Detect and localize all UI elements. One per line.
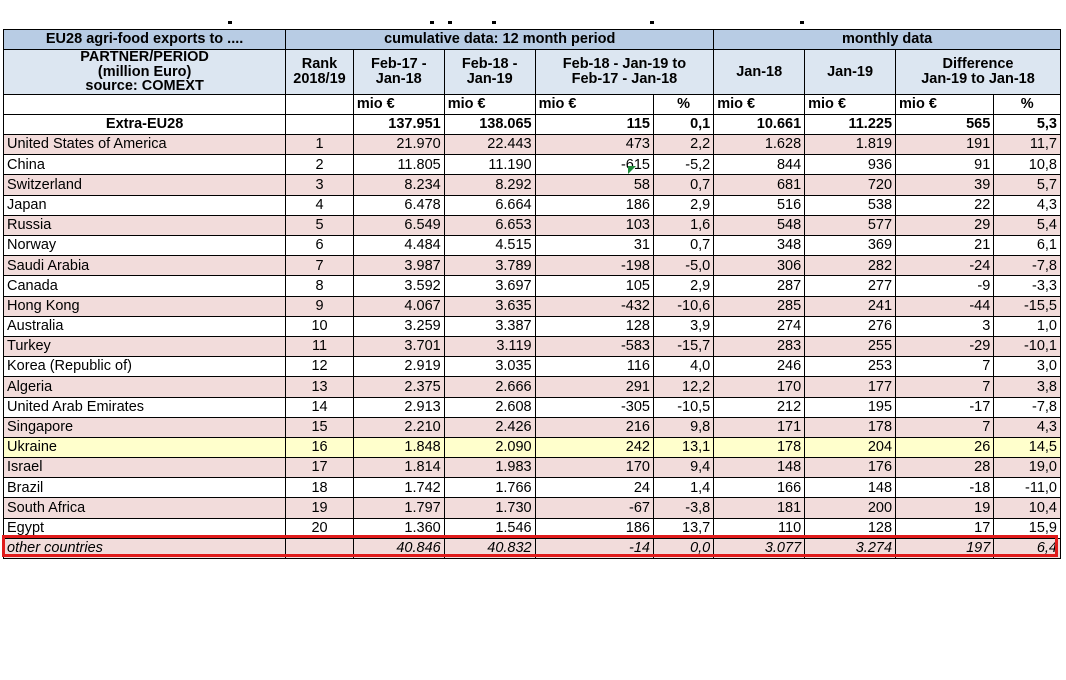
value-cell: 473 [535, 135, 653, 155]
value-cell: 105 [535, 276, 653, 296]
value-cell: 369 [805, 236, 896, 256]
value-cell: 8.292 [444, 175, 535, 195]
value-cell: 2.666 [444, 377, 535, 397]
value-cell: -583 [535, 336, 653, 356]
value-cell: 4,3 [994, 195, 1061, 215]
value-cell: -3,3 [994, 276, 1061, 296]
value-cell: 246 [714, 357, 805, 377]
value-cell: 170 [535, 458, 653, 478]
value-cell: 5,7 [994, 175, 1061, 195]
value-cell: 191 [896, 135, 994, 155]
value-cell: 9,4 [653, 458, 713, 478]
country-name: other countries [4, 538, 286, 558]
cropped-title-fragment [650, 21, 654, 24]
value-cell: -615 [535, 155, 653, 175]
value-cell: 31 [535, 236, 653, 256]
value-cell: 7 [896, 377, 994, 397]
value-cell: -67 [535, 498, 653, 518]
value-cell: 40.846 [353, 538, 444, 558]
value-cell: 1,6 [653, 215, 713, 235]
value-cell: 255 [805, 336, 896, 356]
rank-header: Rank 2018/19 [286, 50, 354, 95]
table-row [4, 437, 1061, 457]
value-cell: 282 [805, 256, 896, 276]
value-cell: -198 [535, 256, 653, 276]
value-cell: 14,5 [994, 437, 1061, 457]
value-cell: 577 [805, 215, 896, 235]
table-row [4, 458, 1061, 478]
value-cell: 11.190 [444, 155, 535, 175]
cropped-title-fragment [430, 21, 434, 24]
table-row [4, 538, 1061, 558]
table-row [4, 256, 1061, 276]
rank-cell: 18 [286, 478, 354, 498]
value-cell: 2.090 [444, 437, 535, 457]
value-cell: 1.848 [353, 437, 444, 457]
value-cell: 0,0 [653, 538, 713, 558]
value-cell: 548 [714, 215, 805, 235]
country-name: Egypt [4, 518, 286, 538]
value-cell: -17 [896, 397, 994, 417]
value-cell: 3.701 [353, 336, 444, 356]
value-cell: -44 [896, 296, 994, 316]
rank-cell [286, 538, 354, 558]
value-cell: 0,7 [653, 236, 713, 256]
value-cell: 11.805 [353, 155, 444, 175]
country-name: Israel [4, 458, 286, 478]
value-cell: 177 [805, 377, 896, 397]
value-cell: -10,5 [653, 397, 713, 417]
value-cell: 287 [714, 276, 805, 296]
value-cell: 7 [896, 357, 994, 377]
value-cell: 516 [714, 195, 805, 215]
country-name: Norway [4, 236, 286, 256]
value-cell: 3.789 [444, 256, 535, 276]
value-cell: 242 [535, 437, 653, 457]
rank-cell: 9 [286, 296, 354, 316]
value-cell: -5,2 [653, 155, 713, 175]
value-cell: 212 [714, 397, 805, 417]
value-cell: 6.549 [353, 215, 444, 235]
value-cell: 13,1 [653, 437, 713, 457]
partner-header: PARTNER/PERIOD (million Euro) source: COMEXT [4, 50, 286, 95]
value-cell: 3.077 [714, 538, 805, 558]
cropped-title-fragment [228, 21, 232, 24]
value-cell: 3.592 [353, 276, 444, 296]
value-cell: 13,7 [653, 518, 713, 538]
country-name: Singapore [4, 417, 286, 437]
value-cell: -29 [896, 336, 994, 356]
value-cell: 1.983 [444, 458, 535, 478]
monthly-header: monthly data [714, 30, 1061, 50]
rank-cell: 19 [286, 498, 354, 518]
rank-cell: 3 [286, 175, 354, 195]
value-cell: 22 [896, 195, 994, 215]
value-cell: 24 [535, 478, 653, 498]
header-row-groups [4, 30, 1061, 50]
value-cell: 277 [805, 276, 896, 296]
country-name: Australia [4, 316, 286, 336]
value-cell: 291 [535, 377, 653, 397]
value-cell: 19 [896, 498, 994, 518]
value-cell: 186 [535, 518, 653, 538]
value-cell: 241 [805, 296, 896, 316]
value-cell: 178 [714, 437, 805, 457]
value-cell: 844 [714, 155, 805, 175]
month1-header: Jan-18 [714, 50, 805, 95]
cropped-title-strip [0, 0, 1066, 29]
value-cell: 6.478 [353, 195, 444, 215]
value-cell: -5,0 [653, 256, 713, 276]
country-name: Switzerland [4, 175, 286, 195]
value-cell: 3,9 [653, 316, 713, 336]
country-name: Japan [4, 195, 286, 215]
value-cell: 29 [896, 215, 994, 235]
rank-cell: 1 [286, 135, 354, 155]
value-cell: 9,8 [653, 417, 713, 437]
table-row [4, 377, 1061, 397]
table-row [4, 195, 1061, 215]
value-cell: 348 [714, 236, 805, 256]
value-cell: 4.484 [353, 236, 444, 256]
cropped-title-fragment [800, 21, 804, 24]
rank-cell: 10 [286, 316, 354, 336]
table-row [4, 135, 1061, 155]
period-change-header: Feb-18 - Jan-19 to Feb-17 - Jan-18 [535, 50, 714, 95]
value-cell: 936 [805, 155, 896, 175]
total-value: 5,3 [994, 114, 1061, 134]
value-cell: 4.067 [353, 296, 444, 316]
value-cell: 166 [714, 478, 805, 498]
value-cell: 200 [805, 498, 896, 518]
total-value: 138.065 [444, 114, 535, 134]
value-cell: 283 [714, 336, 805, 356]
export-table [3, 29, 1061, 559]
value-cell: 274 [714, 316, 805, 336]
value-cell: -10,1 [994, 336, 1061, 356]
value-cell: -11,0 [994, 478, 1061, 498]
value-cell: 28 [896, 458, 994, 478]
table-row [4, 316, 1061, 336]
rank-cell: 5 [286, 215, 354, 235]
value-cell: 17 [896, 518, 994, 538]
value-cell: 181 [714, 498, 805, 518]
value-cell: 3.635 [444, 296, 535, 316]
total-value: 11.225 [805, 114, 896, 134]
rank-cell: 4 [286, 195, 354, 215]
value-cell: 1.730 [444, 498, 535, 518]
rank-cell: 6 [286, 236, 354, 256]
header-row-columns [4, 50, 1061, 95]
total-row [4, 114, 1061, 134]
value-cell: 2,2 [653, 135, 713, 155]
table-row [4, 417, 1061, 437]
value-cell: 195 [805, 397, 896, 417]
value-cell: 720 [805, 175, 896, 195]
value-cell: 216 [535, 417, 653, 437]
value-cell: 2,9 [653, 195, 713, 215]
value-cell: 171 [714, 417, 805, 437]
value-cell: 1.766 [444, 478, 535, 498]
value-cell: 276 [805, 316, 896, 336]
cropped-title-fragment [448, 21, 452, 24]
value-cell: 5,4 [994, 215, 1061, 235]
table-row [4, 498, 1061, 518]
value-cell: 148 [805, 478, 896, 498]
value-cell: 8.234 [353, 175, 444, 195]
cumulative-header: cumulative data: 12 month period [286, 30, 714, 50]
value-cell: 103 [535, 215, 653, 235]
value-cell: 2.375 [353, 377, 444, 397]
value-cell: 1.742 [353, 478, 444, 498]
value-cell: 285 [714, 296, 805, 316]
value-cell: 4,3 [994, 417, 1061, 437]
country-name: Turkey [4, 336, 286, 356]
unit-cell: mio € [444, 94, 535, 114]
corner-title: EU28 agri-food exports to .... [4, 30, 286, 50]
total-value: 137.951 [353, 114, 444, 134]
value-cell: 2.919 [353, 357, 444, 377]
value-cell: 10,4 [994, 498, 1061, 518]
rank-cell: 11 [286, 336, 354, 356]
total-value: 10.661 [714, 114, 805, 134]
table-row [4, 236, 1061, 256]
value-cell: 538 [805, 195, 896, 215]
value-cell: 3 [896, 316, 994, 336]
value-cell: 148 [714, 458, 805, 478]
unit-cell: % [994, 94, 1061, 114]
value-cell: 0,7 [653, 175, 713, 195]
unit-cell: mio € [896, 94, 994, 114]
value-cell: 2.210 [353, 417, 444, 437]
value-cell: 253 [805, 357, 896, 377]
value-cell: -24 [896, 256, 994, 276]
country-name: Brazil [4, 478, 286, 498]
value-cell: 1.360 [353, 518, 444, 538]
value-cell: -18 [896, 478, 994, 498]
value-cell: 6.653 [444, 215, 535, 235]
table-row [4, 336, 1061, 356]
value-cell: 4,0 [653, 357, 713, 377]
rank-cell: 13 [286, 377, 354, 397]
table-row [4, 215, 1061, 235]
value-cell: 3.119 [444, 336, 535, 356]
month2-header: Jan-19 [805, 50, 896, 95]
value-cell: 681 [714, 175, 805, 195]
total-label: Extra-EU28 [4, 114, 286, 134]
total-value: 565 [896, 114, 994, 134]
comment-indicator-icon [628, 166, 636, 174]
country-name: South Africa [4, 498, 286, 518]
value-cell: 176 [805, 458, 896, 478]
country-name: Korea (Republic of) [4, 357, 286, 377]
value-cell: 21 [896, 236, 994, 256]
units-row [4, 94, 1061, 114]
total-value: 115 [535, 114, 653, 134]
country-name: Saudi Arabia [4, 256, 286, 276]
unit-cell: mio € [805, 94, 896, 114]
country-name: United Arab Emirates [4, 397, 286, 417]
value-cell: 15,9 [994, 518, 1061, 538]
value-cell: 186 [535, 195, 653, 215]
value-cell: -432 [535, 296, 653, 316]
value-cell: -7,8 [994, 256, 1061, 276]
value-cell: 1.797 [353, 498, 444, 518]
value-cell: 2.608 [444, 397, 535, 417]
table-row [4, 518, 1061, 538]
rank-cell: 2 [286, 155, 354, 175]
value-cell: 3.987 [353, 256, 444, 276]
rank-cell: 12 [286, 357, 354, 377]
value-cell: 21.970 [353, 135, 444, 155]
value-cell: 1.546 [444, 518, 535, 538]
value-cell: 128 [535, 316, 653, 336]
value-cell: 3,0 [994, 357, 1061, 377]
value-cell: 204 [805, 437, 896, 457]
value-cell: 1,4 [653, 478, 713, 498]
value-cell: -14 [535, 538, 653, 558]
table-row [4, 155, 1061, 175]
value-cell: 2.913 [353, 397, 444, 417]
value-cell: 1,0 [994, 316, 1061, 336]
value-cell: 110 [714, 518, 805, 538]
value-cell: -15,7 [653, 336, 713, 356]
value-cell: 116 [535, 357, 653, 377]
unit-cell: % [653, 94, 713, 114]
value-cell: 3.274 [805, 538, 896, 558]
value-cell: 6,1 [994, 236, 1061, 256]
value-cell: 3.697 [444, 276, 535, 296]
value-cell: 40.832 [444, 538, 535, 558]
country-name: Russia [4, 215, 286, 235]
value-cell: -9 [896, 276, 994, 296]
unit-cell: mio € [353, 94, 444, 114]
unit-cell: mio € [535, 94, 653, 114]
value-cell: 58 [535, 175, 653, 195]
value-cell: 2.426 [444, 417, 535, 437]
value-cell: 3.035 [444, 357, 535, 377]
value-cell: 22.443 [444, 135, 535, 155]
table-row [4, 276, 1061, 296]
value-cell: 26 [896, 437, 994, 457]
value-cell: 7 [896, 417, 994, 437]
value-cell: 197 [896, 538, 994, 558]
country-name: Canada [4, 276, 286, 296]
value-cell: 11,7 [994, 135, 1061, 155]
rank-cell: 16 [286, 437, 354, 457]
rank-cell: 15 [286, 417, 354, 437]
table-row [4, 397, 1061, 417]
unit-cell: mio € [714, 94, 805, 114]
value-cell: 170 [714, 377, 805, 397]
value-cell: 6,4 [994, 538, 1061, 558]
value-cell: -15,5 [994, 296, 1061, 316]
value-cell: -305 [535, 397, 653, 417]
value-cell: 306 [714, 256, 805, 276]
rank-cell: 20 [286, 518, 354, 538]
value-cell: 3.259 [353, 316, 444, 336]
country-name: Algeria [4, 377, 286, 397]
country-name: China [4, 155, 286, 175]
value-cell: 91 [896, 155, 994, 175]
rank-cell: 7 [286, 256, 354, 276]
value-cell: 4.515 [444, 236, 535, 256]
country-name: Ukraine [4, 437, 286, 457]
value-cell: -7,8 [994, 397, 1061, 417]
table-row [4, 175, 1061, 195]
value-cell: 128 [805, 518, 896, 538]
country-name: United States of America [4, 135, 286, 155]
value-cell: 3,8 [994, 377, 1061, 397]
table-row [4, 357, 1061, 377]
value-cell: 10,8 [994, 155, 1061, 175]
table-row [4, 478, 1061, 498]
period2-header: Feb-18 - Jan-19 [444, 50, 535, 95]
rank-cell: 14 [286, 397, 354, 417]
value-cell: 39 [896, 175, 994, 195]
value-cell: 2,9 [653, 276, 713, 296]
rank-cell: 8 [286, 276, 354, 296]
value-cell: 1.628 [714, 135, 805, 155]
value-cell: 1.814 [353, 458, 444, 478]
value-cell: -10,6 [653, 296, 713, 316]
value-cell: 12,2 [653, 377, 713, 397]
difference-header: Difference Jan-19 to Jan-18 [896, 50, 1061, 95]
table-row [4, 296, 1061, 316]
value-cell: -3,8 [653, 498, 713, 518]
country-name: Hong Kong [4, 296, 286, 316]
value-cell: 1.819 [805, 135, 896, 155]
value-cell: 178 [805, 417, 896, 437]
total-value: 0,1 [653, 114, 713, 134]
value-cell: 6.664 [444, 195, 535, 215]
period1-header: Feb-17 - Jan-18 [353, 50, 444, 95]
cropped-title-fragment [492, 21, 496, 24]
value-cell: 19,0 [994, 458, 1061, 478]
rank-cell: 17 [286, 458, 354, 478]
value-cell: 3.387 [444, 316, 535, 336]
